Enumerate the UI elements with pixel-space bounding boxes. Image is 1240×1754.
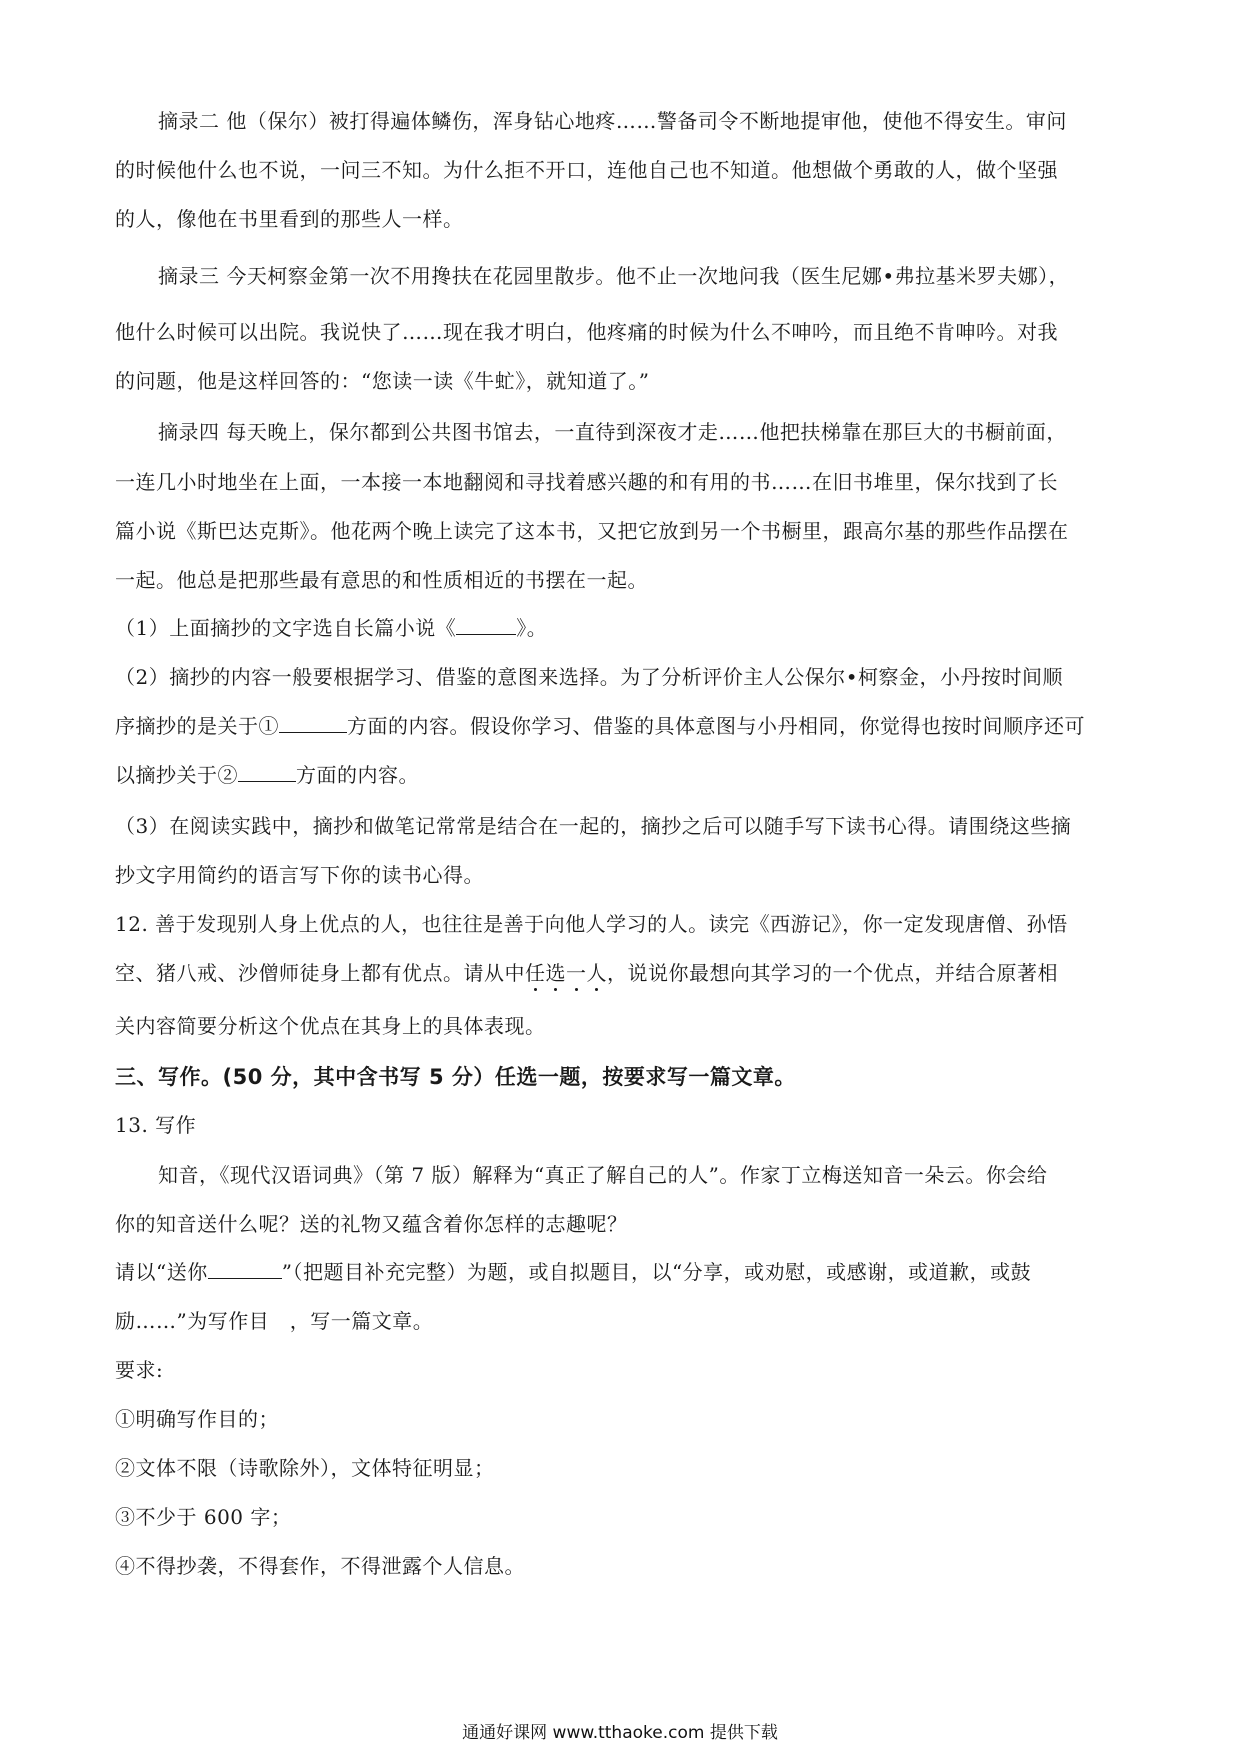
excerpt4-line3: 篇小说《斯巴达克斯》。他花两个晚上读完了这本书，又把它放到另一个书橱里，跟高尔基的那些作品摆在 — [115, 519, 1069, 543]
question-12-line2-suffix: ，说说你最想向其学习的一个优点，并结合原著相 — [607, 961, 1058, 985]
question-12-line1: 12. 善于发现别人身上优点的人，也往往是善于向他人学习的人。读完《西游记》，你一定发现唐僧、孙悟 — [115, 912, 1068, 936]
answer-blank-novel-title[interactable] — [456, 614, 516, 635]
requirement-item: ④不得抄袭，不得套作，不得泄露个人信息。 — [115, 1554, 525, 1578]
question-13-prompt-line3 — [115, 1258, 1130, 1286]
emphasis-char: 一 — [566, 961, 587, 985]
question-2-line3-prefix: 以摘抄关于② — [115, 763, 238, 787]
question-2-line2 — [115, 712, 1130, 740]
answer-blank-2[interactable] — [238, 761, 296, 782]
section-3-heading: 三、写作。(50 分，其中含书写 5 分）任选一题，按要求写一篇文章。 — [115, 1065, 796, 1089]
requirement-item: ②文体不限（诗歌除外），文体特征明显； — [115, 1456, 495, 1480]
question-3-line2: 抄文字用简约的语言写下你的读书心得。 — [115, 863, 484, 887]
answer-blank-title[interactable] — [208, 1258, 282, 1279]
question-13-label: 13. 写作 — [115, 1113, 197, 1137]
footer-source-link[interactable]: 通通好课网 www.tthaoke.com 提供下载 — [462, 1723, 778, 1743]
question-2-line1: （2）摘抄的内容一般要根据学习、借鉴的意图来选择。为了分析评价主人公保尔•柯察金，小丹按时间顺 — [115, 665, 1064, 689]
excerpt4-line2: 一连几小时地坐在上面，一本接一本地翻阅和寻找着感兴趣的和有用的书……在旧书堆里，保尔找到了长 — [115, 470, 1058, 494]
question-13-prompt-line4: 励……”为写作目 ，写一篇文章。 — [115, 1309, 434, 1333]
emphasis-char: 人 — [586, 961, 607, 985]
question-1-prefix: （1）上面摘抄的文字选自长篇小说《 — [115, 616, 457, 640]
emphasis-char: 任 — [525, 961, 546, 985]
question-3-line1: （3）在阅读实践中，摘抄和做笔记常常是结合在一起的，摘抄之后可以随手写下读书心得。请围绕这些摘 — [115, 814, 1072, 838]
excerpt3-line2: 他什么时候可以出院。我说快了……现在我才明白，他疼痛的时候为什么不呻吟，而且绝不肯呻吟。对我 — [115, 320, 1058, 344]
question-12-line2-prefix: 空、猪八戒、沙僧师徒身上都有优点。请从中 — [115, 961, 525, 985]
question-1-suffix: 》。 — [516, 616, 548, 640]
excerpt2-line3: 的人，像他在书里看到的那些人一样。 — [115, 207, 464, 231]
requirement-item: ①明确写作目的； — [115, 1407, 279, 1431]
question-2-line2-prefix: 序摘抄的是关于① — [115, 714, 279, 738]
question-2-line3 — [115, 761, 1130, 789]
requirement-item: ③不少于 600 字； — [115, 1505, 292, 1529]
excerpt3-line3: 的问题，他是这样回答的：“您读一读《牛虻》，就知道了。” — [115, 369, 650, 393]
excerpt4-line4: 一起。他总是把那些最有意思的和性质相近的书摆在一起。 — [115, 568, 648, 592]
excerpt4-line1: 摘录四 每天晚上，保尔都到公共图书馆去，一直待到深夜才走……他把扶梯靠在那巨大的书橱前面， — [158, 420, 1067, 444]
question-13-prompt-line3-suffix: ”（把题目补充完整）为题，或自拟题目，以“分享，或劝慰，或感谢，或道歉，或鼓 — [281, 1260, 1032, 1284]
requirements-label: 要求: — [115, 1358, 164, 1382]
excerpt3-line1: 摘录三 今天柯察金第一次不用搀扶在花园里散步。他不止一次地问我（医生尼娜•弗拉基米罗夫娜）， — [158, 264, 1070, 288]
question-12-line3: 关内容简要分析这个优点在其身上的具体表现。 — [115, 1014, 546, 1038]
excerpt2-line2: 的时候他什么也不说，一问三不知。为什么拒不开口，连他自己也不知道。他想做个勇敢的人，做个坚强 — [115, 158, 1058, 182]
answer-blank-1[interactable] — [279, 712, 347, 733]
question-2-line2-suffix: 方面的内容。假设你学习、借鉴的具体意图与小丹相同，你觉得也按时间顺序还可 — [347, 714, 1085, 738]
question-13-prompt-line3-prefix: 请以“送你 — [115, 1260, 208, 1284]
excerpt2-line1: 摘录二 他（保尔）被打得遍体鳞伤，浑身钻心地疼……警备司令不断地提审他，使他不得安生。审问 — [158, 109, 1067, 133]
question-12-line2 — [115, 959, 1130, 987]
question-13-prompt-line1: 知音，《现代汉语词典》（第 7 版）解释为“真正了解自己的人”。作家丁立梅送知音一朵云。你会给 — [158, 1163, 1048, 1187]
question-2-line3-suffix: 方面的内容。 — [296, 763, 419, 787]
question-1 — [115, 614, 1130, 642]
question-13-prompt-line2: 你的知音送什么呢？送的礼物又蕴含着你怎样的志趣呢？ — [115, 1212, 628, 1236]
emphasis-char: 选 — [545, 961, 566, 985]
